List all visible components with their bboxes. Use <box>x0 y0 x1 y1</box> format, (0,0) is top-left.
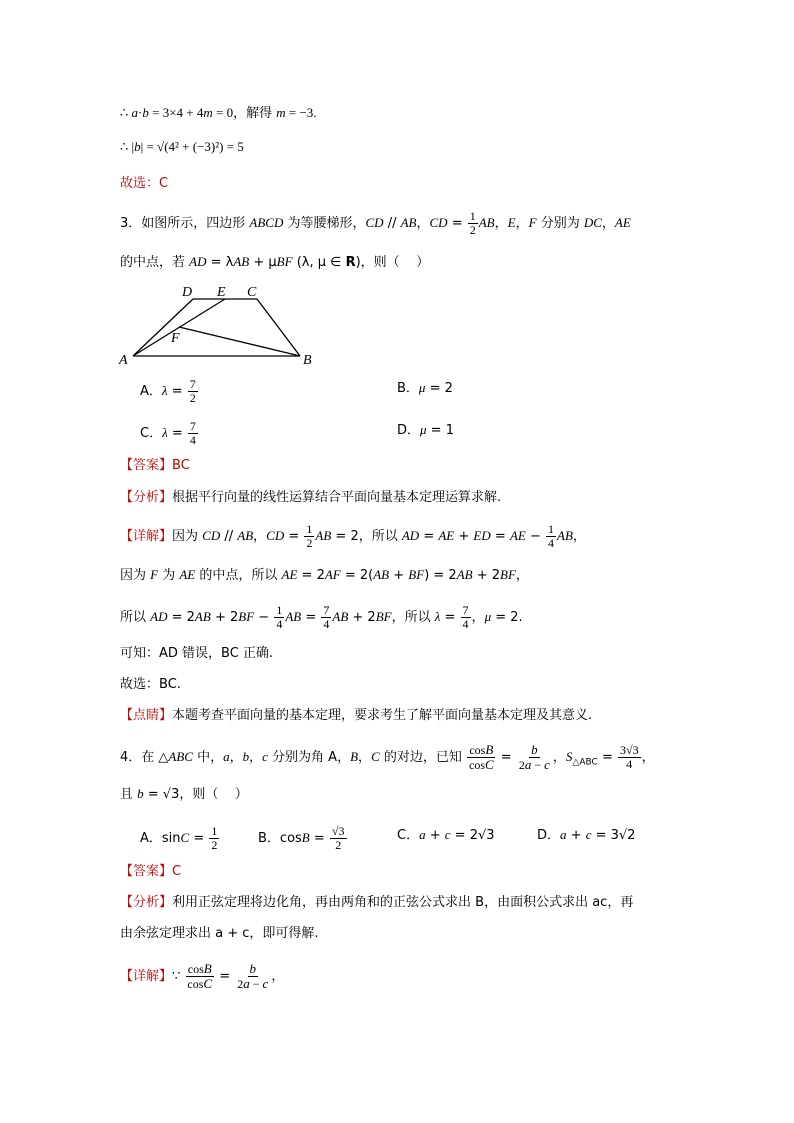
q3-detail-line-1: 【详解】因为 CD // AB，CD = $\frac{1}{2}$ AB = 2，所以 AD = AE + ED = AE − $\frac{1}{4}$ AB， <box>120 522 586 550</box>
label-f: F <box>171 331 180 346</box>
q3-option-d: D．μ = 1 <box>397 422 454 438</box>
q4-option-c: C．a + c = 2√3 <box>397 827 495 843</box>
q3-detail-line-3: 所以 AD = 2AB + 2BF − $\frac{1}{4}$ AB = $\frac{7}{4}$ AB + 2BF，所以 λ = $\frac{7}{4}$ ，μ = 2. <box>120 603 523 631</box>
label-a: A <box>119 353 128 368</box>
label-d: D <box>182 285 193 300</box>
label-c: C <box>247 285 257 300</box>
q3-detail-line-4: 可知：AD 错误，BC 正确. <box>120 646 274 661</box>
label-b: B <box>303 353 312 368</box>
q3-option-a: A．λ = $\frac{7}{2}$ <box>140 377 196 405</box>
edge-da <box>133 299 193 356</box>
prev-choice: 故选：C <box>120 176 169 191</box>
q4-stem-line-1: 4．在 △ABC 中，a，b，c 分别为角 A，B，C 的对边，已知 $\frac{\cos B}{\cos C}$ = $\frac{b}{2a - c}$ ，$S_{\triangle ABC}$ = $\frac{3√3}{4}$ ， <box>120 742 655 772</box>
q3-analysis: 【分析】根据平行向量的线性运算结合平面向量基本定理运算求解. <box>120 490 502 505</box>
q3-answer: 【答案】BC <box>120 458 190 473</box>
prev-line-2: ∴ |b| = √(4² + (−3)²) = 5 <box>120 139 244 154</box>
q4-option-d: D．a + c = 3√2 <box>537 827 636 843</box>
q3-stem-line-1: 3．如图所示，四边形 ABCD 为等腰梯形，CD // AB，CD = $\frac{1}{2}$ AB，E，F 分别为 DC，AE <box>120 209 631 237</box>
q4-analysis-line-1: 【分析】利用正弦定理将边化角，再由两角和的正弦公式求出 B，由面积公式求出 ac，再 <box>120 895 634 910</box>
q3-option-c: C．λ = $\frac{7}{4}$ <box>140 419 196 447</box>
trapezoid-figure <box>115 282 325 368</box>
q4-option-b: B．cosB = $\frac{√3}{2}$ <box>258 824 345 852</box>
q4-detail-line-1: 【详解】∵ $\frac{\cos B}{\cos C}$ = $\frac{b}{2a - c}$ ， <box>120 961 285 991</box>
q3-option-b: B．μ = 2 <box>397 380 453 396</box>
q4-stem-line-2: 且 b = √3，则（ ） <box>120 786 248 802</box>
label-e: E <box>217 285 226 300</box>
q3-detail-line-2: 因为 F 为 AE 的中点，所以 AE = 2AF = 2(AB + BF) = 2AB + 2BF， <box>120 567 529 583</box>
q4-analysis-line-2: 由余弦定理求出 a + c，即可得解. <box>120 926 319 941</box>
q4-answer: 【答案】C <box>120 864 182 879</box>
prev-line-1: ∴ a·b = 3×4 + 4m = 0，解得 m = −3. <box>120 105 317 121</box>
q3-detail-line-5: 故选：BC. <box>120 677 181 692</box>
q4-option-a: A．sinC = $\frac{1}{2}$ <box>140 824 218 852</box>
q3-stem-line-2: 的中点，若 AD = λAB + μBF (λ, μ ∈ R)，则（ ） <box>120 254 430 270</box>
q3-point: 【点睛】本题考查平面向量的基本定理，要求考生了解平面向量基本定理及其意义. <box>120 708 593 723</box>
